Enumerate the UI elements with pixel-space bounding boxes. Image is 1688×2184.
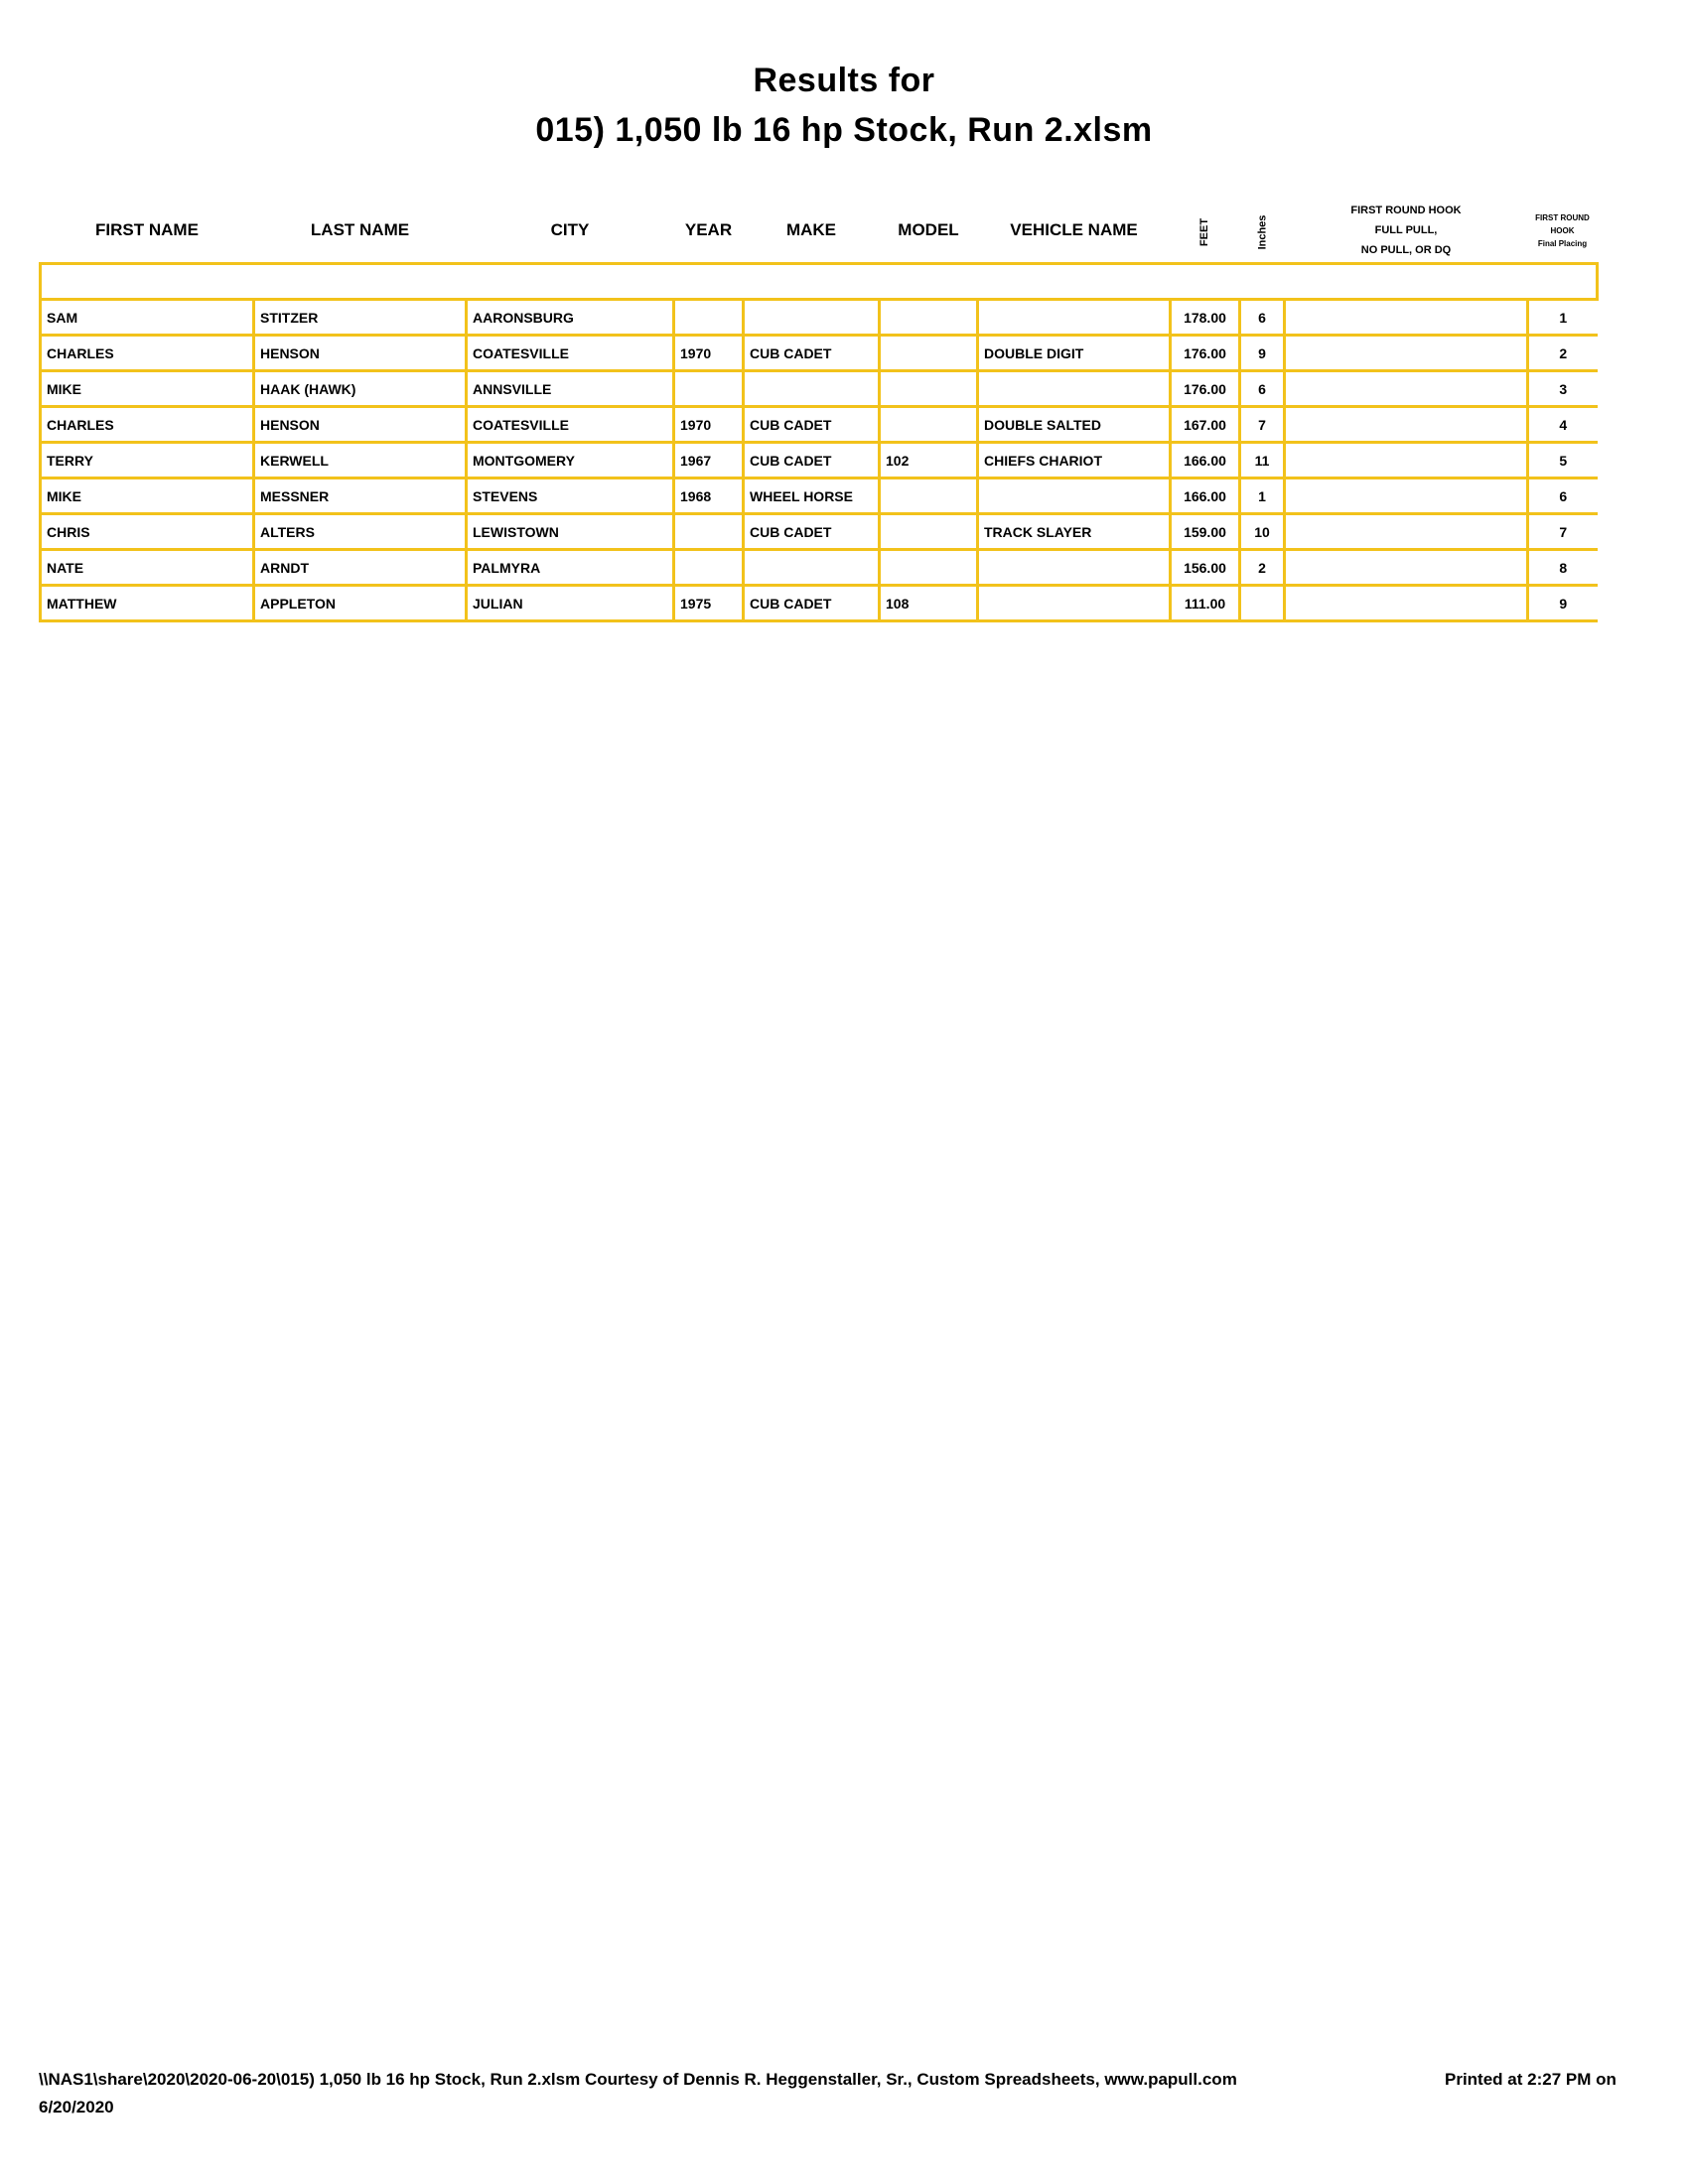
cell-feet: 178.00 xyxy=(1171,300,1240,336)
cell-inches: 1 xyxy=(1240,478,1285,514)
cell-last-name: KERWELL xyxy=(254,443,467,478)
header-last-name: LAST NAME xyxy=(310,220,410,239)
cell-last-name: HAAK (HAWK) xyxy=(254,371,467,407)
cell-make: CUB CADET xyxy=(744,336,880,371)
cell-year xyxy=(674,371,744,407)
cell-hook xyxy=(1285,300,1528,336)
cell-make: CUB CADET xyxy=(744,443,880,478)
cell-model xyxy=(880,371,978,407)
cell-vehicle-name xyxy=(978,550,1171,586)
cell-first-name: MIKE xyxy=(41,371,254,407)
cell-model xyxy=(880,300,978,336)
cell-model xyxy=(880,407,978,443)
cell-city: JULIAN xyxy=(467,586,674,621)
table-row xyxy=(41,300,1598,336)
cell-hook xyxy=(1285,407,1528,443)
header-make: MAKE xyxy=(785,220,837,239)
header-vehicle-name: VEHICLE NAME xyxy=(1010,220,1138,239)
cell-model xyxy=(880,514,978,550)
cell-first-name: TERRY xyxy=(41,443,254,478)
cell-model xyxy=(880,478,978,514)
cell-city: ANNSVILLE xyxy=(467,371,674,407)
cell-inches: 6 xyxy=(1240,371,1285,407)
cell-make: CUB CADET xyxy=(744,407,880,443)
cell-inches: 2 xyxy=(1240,550,1285,586)
page-title-line2: 015) 1,050 lb 16 hp Stock, Run 2.xlsm xyxy=(535,111,1153,149)
cell-first-name: MATTHEW xyxy=(41,586,254,621)
cell-city: LEWISTOWN xyxy=(467,514,674,550)
table-row xyxy=(41,586,1598,621)
cell-model: 102 xyxy=(880,443,978,478)
cell-year: 1967 xyxy=(674,443,744,478)
cell-year xyxy=(674,300,744,336)
cell-feet: 159.00 xyxy=(1171,514,1240,550)
cell-vehicle-name xyxy=(978,478,1171,514)
cell-city: COATESVILLE xyxy=(467,336,674,371)
table-row xyxy=(41,550,1598,586)
header-inches xyxy=(1240,199,1285,264)
header-hook-line2: FULL PULL, xyxy=(1374,224,1438,236)
cell-model xyxy=(880,550,978,586)
cell-vehicle-name: DOUBLE DIGIT xyxy=(978,336,1171,371)
header-hook-line3: NO PULL, OR DQ xyxy=(1360,244,1452,256)
cell-feet: 156.00 xyxy=(1171,550,1240,586)
header-placing xyxy=(1528,199,1598,264)
cell-vehicle-name xyxy=(978,586,1171,621)
cell-placing: 3 xyxy=(1528,371,1598,407)
cell-hook xyxy=(1285,586,1528,621)
footer xyxy=(39,2066,1237,2121)
cell-year xyxy=(674,550,744,586)
table-row xyxy=(41,514,1598,550)
cell-city: COATESVILLE xyxy=(467,407,674,443)
cell-vehicle-name: DOUBLE SALTED xyxy=(978,407,1171,443)
page-title-line1: Results for xyxy=(753,62,935,99)
header-first-name: FIRST NAME xyxy=(95,220,199,239)
table-row xyxy=(41,478,1598,514)
cell-last-name: HENSON xyxy=(254,407,467,443)
cell-first-name: CHARLES xyxy=(41,336,254,371)
cell-year xyxy=(674,514,744,550)
cell-first-name: SAM xyxy=(41,300,254,336)
cell-year: 1970 xyxy=(674,407,744,443)
cell-first-name: CHARLES xyxy=(41,407,254,443)
cell-inches: 7 xyxy=(1240,407,1285,443)
cell-year: 1970 xyxy=(674,336,744,371)
cell-city: STEVENS xyxy=(467,478,674,514)
cell-inches: 10 xyxy=(1240,514,1285,550)
header-hook-line1: FIRST ROUND HOOK xyxy=(1350,205,1462,216)
cell-first-name: CHRIS xyxy=(41,514,254,550)
table-row xyxy=(41,336,1598,371)
cell-last-name: HENSON xyxy=(254,336,467,371)
cell-hook xyxy=(1285,514,1528,550)
header-placing-line1: FIRST ROUND xyxy=(1535,212,1590,222)
cell-placing: 9 xyxy=(1528,586,1598,621)
cell-feet: 166.00 xyxy=(1171,478,1240,514)
results-table xyxy=(39,199,1599,622)
header-placing-line3: Final Placing xyxy=(1537,238,1588,248)
cell-last-name: MESSNER xyxy=(254,478,467,514)
header-hook xyxy=(1285,199,1528,264)
cell-make xyxy=(744,300,880,336)
table-row xyxy=(41,371,1598,407)
cell-feet: 176.00 xyxy=(1171,336,1240,371)
cell-hook xyxy=(1285,336,1528,371)
header-feet-label: FEET xyxy=(1198,217,1211,247)
cell-model: 108 xyxy=(880,586,978,621)
footer-path: \\NAS1\share\2020\2020-06-20\015) 1,050 lb 16 hp Stock, Run 2.xlsm Courtesy of Dennis R. Heggenstaller, Sr., Custom Spreadsheets, www.papull.com xyxy=(39,2070,1237,2089)
cell-hook xyxy=(1285,443,1528,478)
cell-feet: 176.00 xyxy=(1171,371,1240,407)
cell-vehicle-name xyxy=(978,300,1171,336)
cell-first-name: NATE xyxy=(41,550,254,586)
header-year: YEAR xyxy=(684,220,733,239)
cell-placing: 6 xyxy=(1528,478,1598,514)
cell-placing: 2 xyxy=(1528,336,1598,371)
cell-last-name: ARNDT xyxy=(254,550,467,586)
header-model: MODEL xyxy=(898,220,959,239)
header-feet xyxy=(1171,199,1240,264)
header-placing-line2: HOOK xyxy=(1550,225,1575,235)
cell-last-name: STITZER xyxy=(254,300,467,336)
header-city: CITY xyxy=(550,220,590,239)
cell-placing: 8 xyxy=(1528,550,1598,586)
cell-vehicle-name xyxy=(978,371,1171,407)
cell-inches: 11 xyxy=(1240,443,1285,478)
cell-hook xyxy=(1285,550,1528,586)
cell-feet: 111.00 xyxy=(1171,586,1240,621)
header-inches-label: Inches xyxy=(1255,214,1268,250)
cell-placing: 7 xyxy=(1528,514,1598,550)
cell-placing: 1 xyxy=(1528,300,1598,336)
footer-printed: Printed at 2:27 PM on xyxy=(1445,2070,1617,2089)
header-row xyxy=(41,199,1598,264)
cell-year: 1968 xyxy=(674,478,744,514)
cell-model xyxy=(880,336,978,371)
cell-make: WHEEL HORSE xyxy=(744,478,880,514)
cell-hook xyxy=(1285,371,1528,407)
cell-placing: 5 xyxy=(1528,443,1598,478)
cell-hook xyxy=(1285,478,1528,514)
table-row xyxy=(41,443,1598,478)
cell-make xyxy=(744,371,880,407)
cell-make: CUB CADET xyxy=(744,514,880,550)
cell-first-name: MIKE xyxy=(41,478,254,514)
cell-placing: 4 xyxy=(1528,407,1598,443)
cell-make: CUB CADET xyxy=(744,586,880,621)
cell-vehicle-name: TRACK SLAYER xyxy=(978,514,1171,550)
footer-date: 6/20/2020 xyxy=(39,2098,114,2116)
cell-last-name: APPLETON xyxy=(254,586,467,621)
table-row xyxy=(41,407,1598,443)
cell-city: PALMYRA xyxy=(467,550,674,586)
cell-inches: 9 xyxy=(1240,336,1285,371)
cell-make xyxy=(744,550,880,586)
cell-inches xyxy=(1240,586,1285,621)
results-body xyxy=(41,300,1598,621)
cell-last-name: ALTERS xyxy=(254,514,467,550)
cell-feet: 167.00 xyxy=(1171,407,1240,443)
cell-city: MONTGOMERY xyxy=(467,443,674,478)
cell-feet: 166.00 xyxy=(1171,443,1240,478)
cell-city: AARONSBURG xyxy=(467,300,674,336)
cell-inches: 6 xyxy=(1240,300,1285,336)
cell-year: 1975 xyxy=(674,586,744,621)
cell-vehicle-name: CHIEFS CHARIOT xyxy=(978,443,1171,478)
